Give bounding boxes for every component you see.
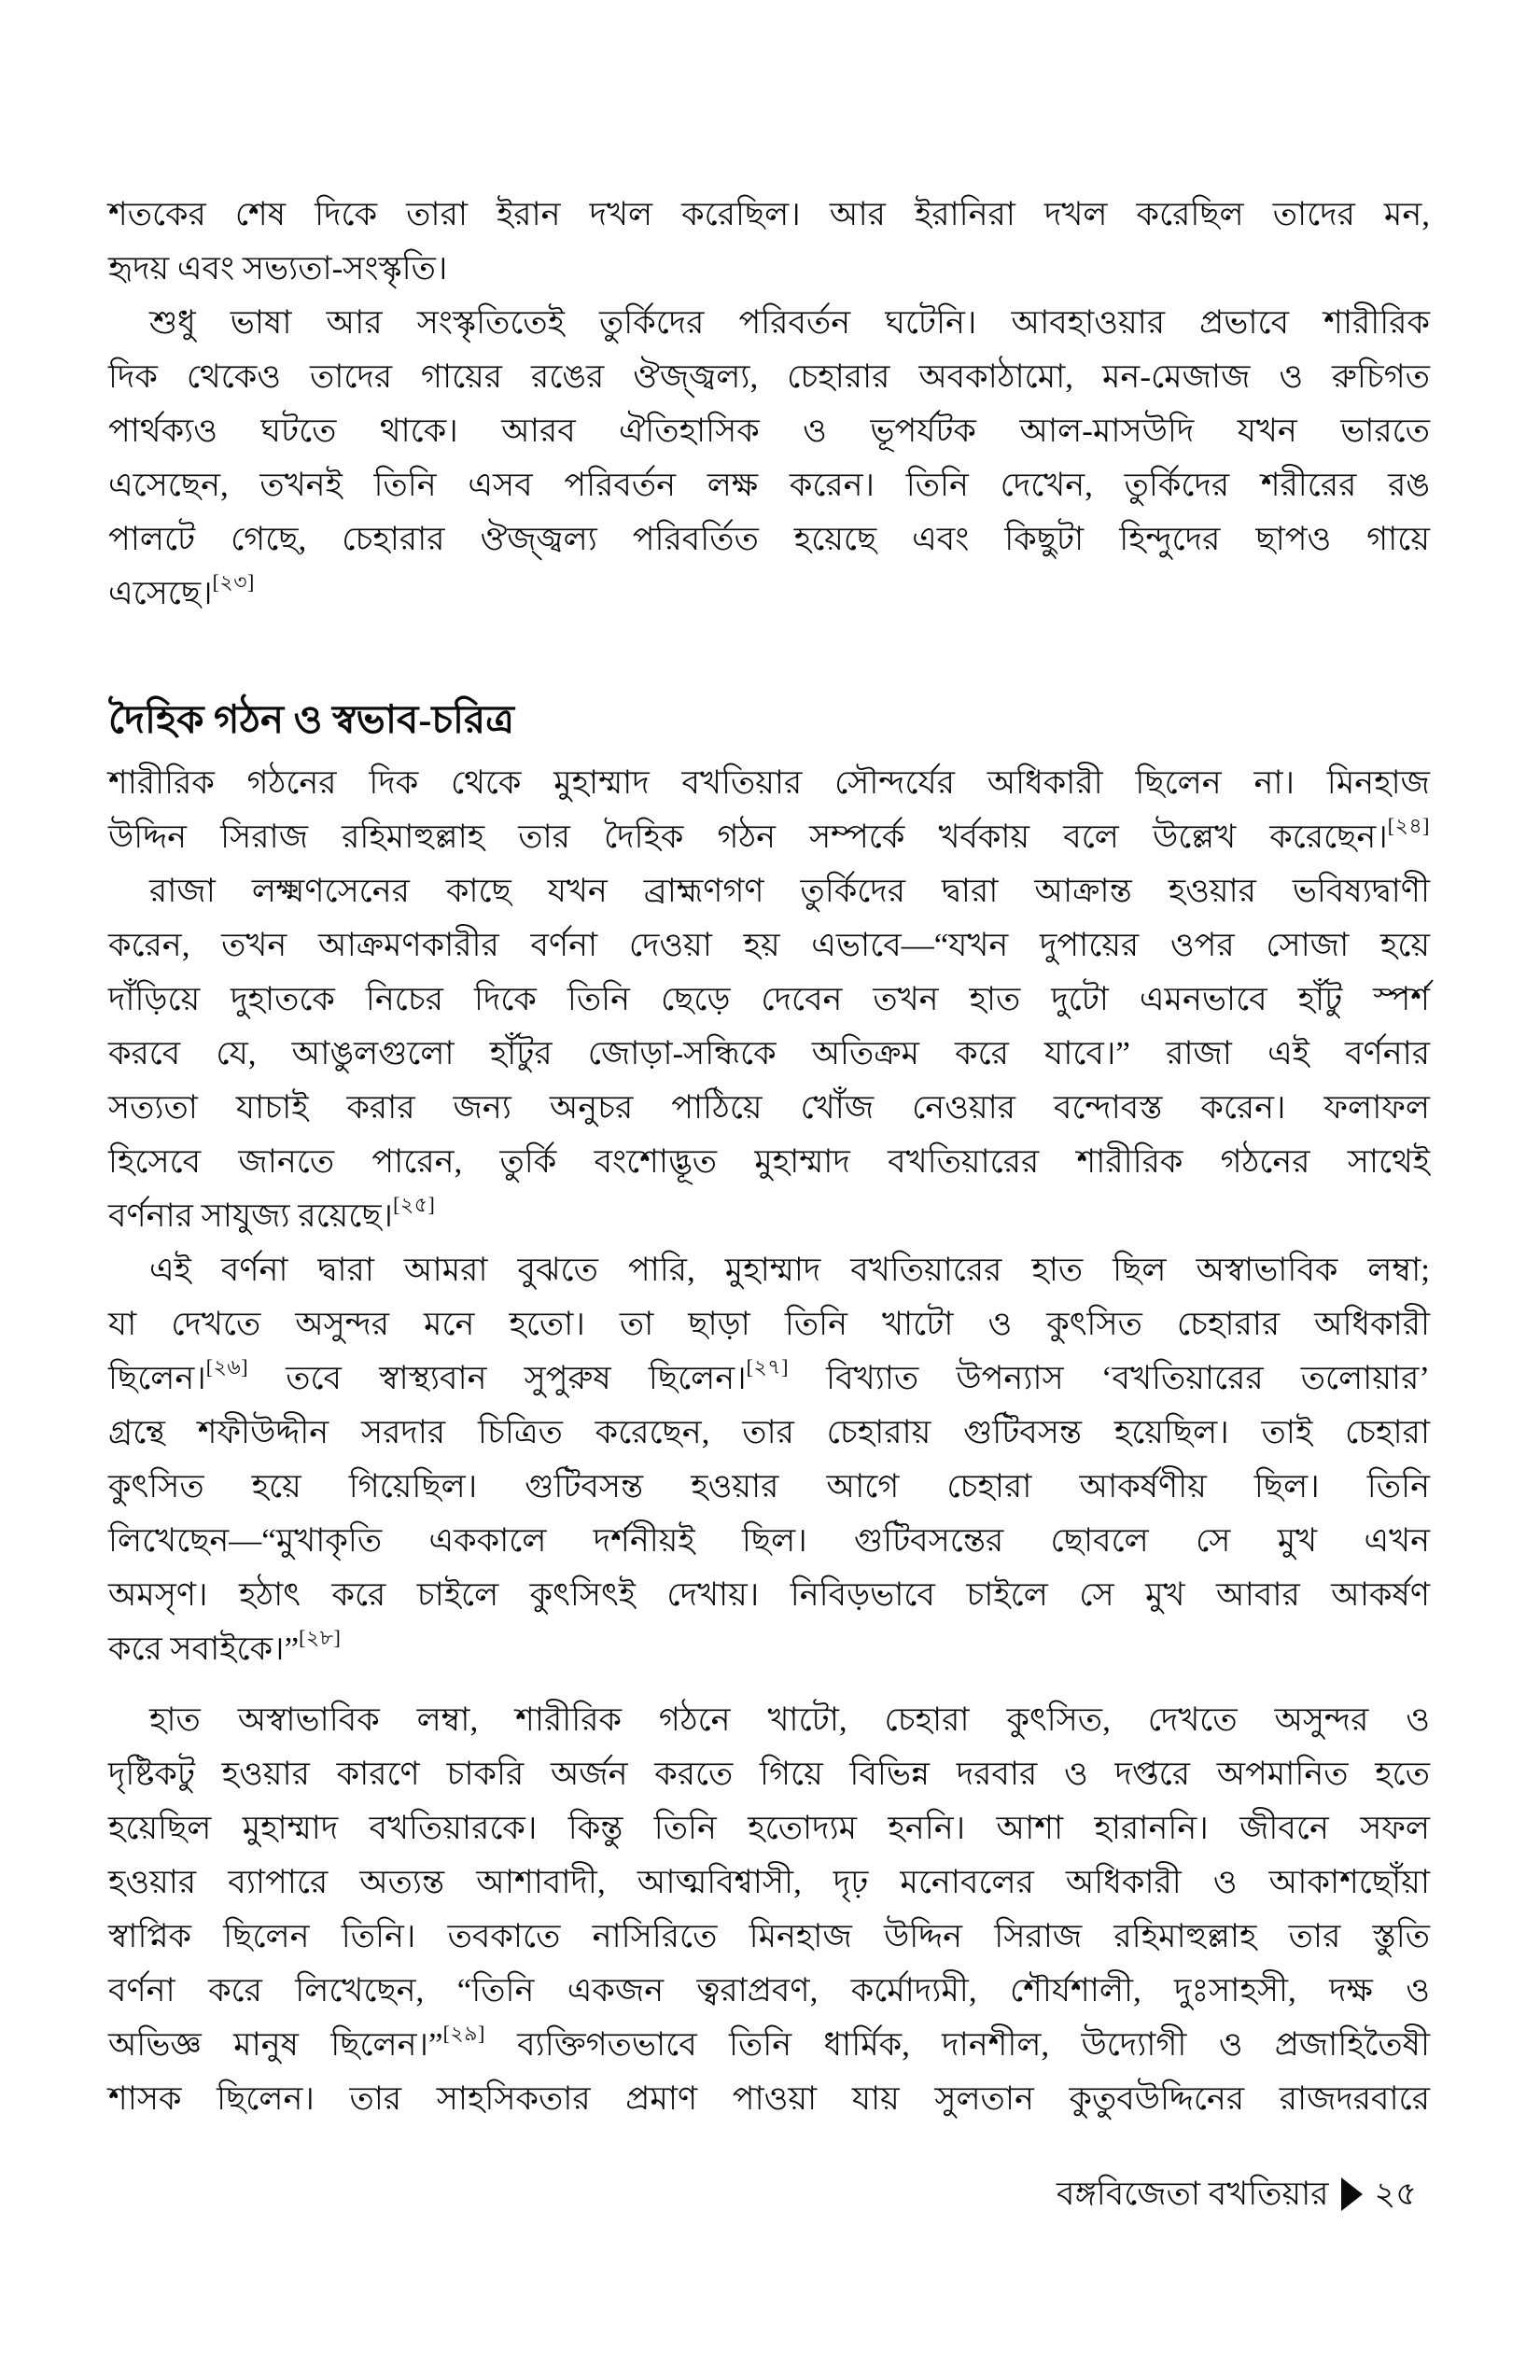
text-segment: বর্ণনা করে লিখেছেন, “তিনি একজন ত্বরাপ্রবণ, কর্মোদ্যমী, শৌর্যশালী, দুঃসাহসী, দক্ষ ও: [108, 1972, 1430, 2009]
book-title: বঙ্গবিজেতা বখতিয়ার: [1057, 2176, 1329, 2212]
text-segment: এই বর্ণনা দ্বারা আমরা বুঝতে পারি, মুহাম্মাদ বখতিয়ারের হাত ছিল অস্বাভাবিক লম্বা;: [149, 1252, 1430, 1288]
text-segment: বিখ্যাত উপন্যাস ‘বখতিয়ারের তলোয়ার’: [788, 1360, 1430, 1396]
text-segment: তবে স্বাস্থ্যবান সুপুরুষ ছিলেন।: [248, 1360, 747, 1396]
text-segment: হিসেবে জানতে পারেন, তুর্কি বংশোদ্ভূত মুহাম্মাদ বখতিয়ারের শারীরিক গঠনের সাথেই: [108, 1143, 1430, 1180]
text-segment: এসেছেন, তখনই তিনি এসব পরিবর্তন লক্ষ করেন। তিনি দেখেন, তুর্কিদের শরীরের রঙ: [108, 467, 1430, 503]
text-segment: গ্রন্থে শফীউদ্দীন সরদার চিত্রিত করেছেন, তার চেহারায় গুটিবসন্ত হয়েছিল। তাই চেহারা: [108, 1414, 1430, 1450]
text-line: [108, 1460, 1430, 1514]
text-segment: পার্থক্যও ঘটতে থাকে। আরব ঐতিহাসিক ও ভূপর্যটক আল-মাসউদি যখন ভারতে: [108, 413, 1430, 449]
text-segment: সত্যতা যাচাই করার জন্য অনুচর পাঠিয়ে খোঁজ নেওয়ার বন্দোবস্ত করেন। ফলাফল: [108, 1089, 1430, 1126]
text-segment: বর্ণনার সাযুজ্য রয়েছে।: [108, 1197, 394, 1234]
text-line: [108, 1801, 1430, 1855]
text-line: [108, 296, 1430, 350]
text-line: [108, 1406, 1430, 1460]
text-segment: ব্যক্তিগতভাবে তিনি ধার্মিক, দানশীল, উদ্যোগী ও প্রজাহিতৈষী: [484, 2026, 1430, 2063]
text-line: [108, 2072, 1430, 2126]
text-line: [108, 1351, 1430, 1406]
text-segment: লিখেছেন—“মুখাকৃতি এককালে দর্শনীয়ই ছিল। গুটিবসন্তের ছোবলে সে মুখ এখন: [108, 1522, 1430, 1559]
text-segment: দাঁড়িয়ে দুহাতকে নিচের দিকে তিনি ছেড়ে দেবেন তখন হাত দুটো এমনভাবে হাঁটু স্পর্শ: [108, 981, 1430, 1017]
text-line: [108, 404, 1430, 458]
text-segment: পালটে গেছে, চেহারার ঔজ্জ্বল্য পরিবর্তিত হয়েছে এবং কিছুটা হিন্দুদের ছাপও গায়ে: [108, 521, 1430, 557]
text-segment: শতকের শেষ দিকে তারা ইরান দখল করেছিল। আর ইরানিরা দখল করেছিল তাদের মন,: [108, 196, 1430, 232]
footnote-ref: [২৯]: [442, 2022, 485, 2045]
text-line: [108, 1297, 1430, 1351]
text-line: [108, 512, 1430, 567]
text-segment: করেন, তখন আক্রমণকারীর বর্ণনা দেওয়া হয় এভাবে—“যখন দুপায়ের ওপর সোজা হয়ে: [108, 927, 1430, 963]
text-line: [108, 810, 1430, 864]
text-line: [108, 1622, 1430, 1676]
footnote-ref: [২৪]: [1387, 814, 1430, 837]
text-segment: করবে যে, আঙুলগুলো হাঁটুর জোড়া-সন্ধিকে অতিক্রম করে যাবে।” রাজা এই বর্ণনার: [108, 1035, 1430, 1071]
text-segment: যা দেখতে অসুন্দর মনে হতো। তা ছাড়া তিনি খাটো ও কুৎসিত চেহারার অধিকারী: [108, 1306, 1430, 1342]
text-line: [108, 1027, 1430, 1081]
text-line: [108, 1568, 1430, 1622]
footnote-ref: [২৩]: [212, 570, 255, 594]
text-line: [108, 1243, 1430, 1297]
text-segment: হওয়ার ব্যাপারে অত্যন্ত আশাবাদী, আত্মবিশ্বাসী, দৃঢ় মনোবলের অধিকারী ও আকাশছোঁয়া: [108, 1864, 1430, 1900]
text-line: [108, 458, 1430, 512]
text-segment: শারীরিক গঠনের দিক থেকে মুহাম্মাদ বখতিয়ার সৌন্দর্যের অধিকারী ছিলেন না। মিনহাজ: [108, 764, 1430, 801]
text-line: [108, 1135, 1430, 1189]
text-line: [108, 918, 1430, 973]
text-line: [108, 756, 1430, 810]
paragraph: [108, 188, 1430, 296]
text-line: [108, 567, 1430, 621]
text-segment: হাত অস্বাভাবিক লম্বা, শারীরিক গঠনে খাটো, চেহারা কুৎসিত, দেখতে অসুন্দর ও: [149, 1701, 1430, 1738]
text-segment: দৃষ্টিকটু হওয়ার কারণে চাকরি অর্জন করতে গিয়ে বিভিন্ন দরবার ও দপ্তরে অপমানিত হতে: [108, 1756, 1430, 1792]
paragraph: [108, 1693, 1430, 2126]
text-segment: দিক থেকেও তাদের গায়ের রঙের ঔজ্জ্বল্য, চেহারার অবকাঠামো, মন-মেজাজ ও রুচিগত: [108, 358, 1430, 395]
footnote-ref: [২৫]: [393, 1193, 436, 1216]
text-segment: হৃদয় এবং সভ্যতা-সংস্কৃতি।: [108, 250, 448, 287]
text-block: [108, 188, 1430, 2126]
page-number: ২৫: [1374, 2176, 1417, 2212]
text-segment: শাসক ছিলেন। তার সাহসিকতার প্রমাণ পাওয়া যায় সুলতান কুতুবউদ্দিনের রাজদরবারে: [108, 2080, 1430, 2117]
paragraph: [108, 756, 1430, 864]
text-segment: এসেছে।: [108, 575, 213, 611]
text-segment: রাজা লক্ষ্মণসেনের কাছে যখন ব্রাহ্মণগণ তুর্কিদের দ্বারা আক্রান্ত হওয়ার ভবিষ্যদ্বাণী: [149, 873, 1430, 909]
text-line: [108, 350, 1430, 404]
text-line: [108, 1855, 1430, 1910]
paragraph: [108, 864, 1430, 1243]
text-segment: করে সবাইকে।”: [108, 1631, 300, 1667]
text-line: [108, 864, 1430, 918]
text-segment: উদ্দিন সিরাজ রহিমাহুল্লাহ তার দৈহিক গঠন সম্পর্কে খর্বকায় বলে উল্লেখ করেছেন।: [108, 819, 1388, 855]
footnote-ref: [২৬]: [205, 1355, 249, 1379]
text-segment: ছিলেন।: [108, 1360, 206, 1396]
text-line: [108, 1964, 1430, 2018]
text-line: [108, 1189, 1430, 1243]
text-segment: হয়েছিল মুহাম্মাদ বখতিয়ারকে। কিন্তু তিনি হতোদ্যম হননি। আশা হারাননি। জীবনে সফল: [108, 1810, 1430, 1846]
text-line: [108, 1514, 1430, 1568]
paragraph: [108, 1243, 1430, 1676]
text-segment: স্বাপ্নিক ছিলেন তিনি। তবকাতে নাসিরিতে মিনহাজ উদ্দিন সিরাজ রহিমাহুল্লাহ তার স্তুতি: [108, 1918, 1430, 1954]
text-segment: অভিজ্ঞ মানুষ ছিলেন।”: [108, 2026, 443, 2063]
text-line: [108, 2018, 1430, 2072]
text-line: [108, 973, 1430, 1027]
section-heading: দৈহিক গঠন ও স্বভাব-চরিত্র: [108, 699, 515, 742]
text-line: [108, 1081, 1430, 1135]
text-line: [108, 1747, 1430, 1801]
footnote-ref: [২৭]: [746, 1355, 789, 1379]
text-line: [108, 1693, 1430, 1747]
right-triangle-icon: [1341, 2177, 1363, 2211]
footnote-ref: [২৮]: [299, 1626, 342, 1649]
text-line: [108, 188, 1430, 242]
text-segment: শুধু ভাষা আর সংস্কৃতিতেই তুর্কিদের পরিবর্তন ঘটেনি। আবহাওয়ার প্রভাবে শারীরিক: [149, 304, 1430, 341]
text-line: [108, 1910, 1430, 1964]
paragraph: [108, 296, 1430, 621]
text-line: [108, 242, 1430, 296]
text-segment: অমসৃণ। হঠাৎ করে চাইলে কুৎসিৎই দেখায়। নিবিড়ভাবে চাইলে সে মুখ আবার আকর্ষণ: [108, 1576, 1430, 1613]
page-footer: [108, 2171, 1417, 2218]
text-segment: কুৎসিত হয়ে গিয়েছিল। গুটিবসন্ত হওয়ার আগে চেহারা আকর্ষণীয় ছিল। তিনি: [108, 1468, 1430, 1505]
